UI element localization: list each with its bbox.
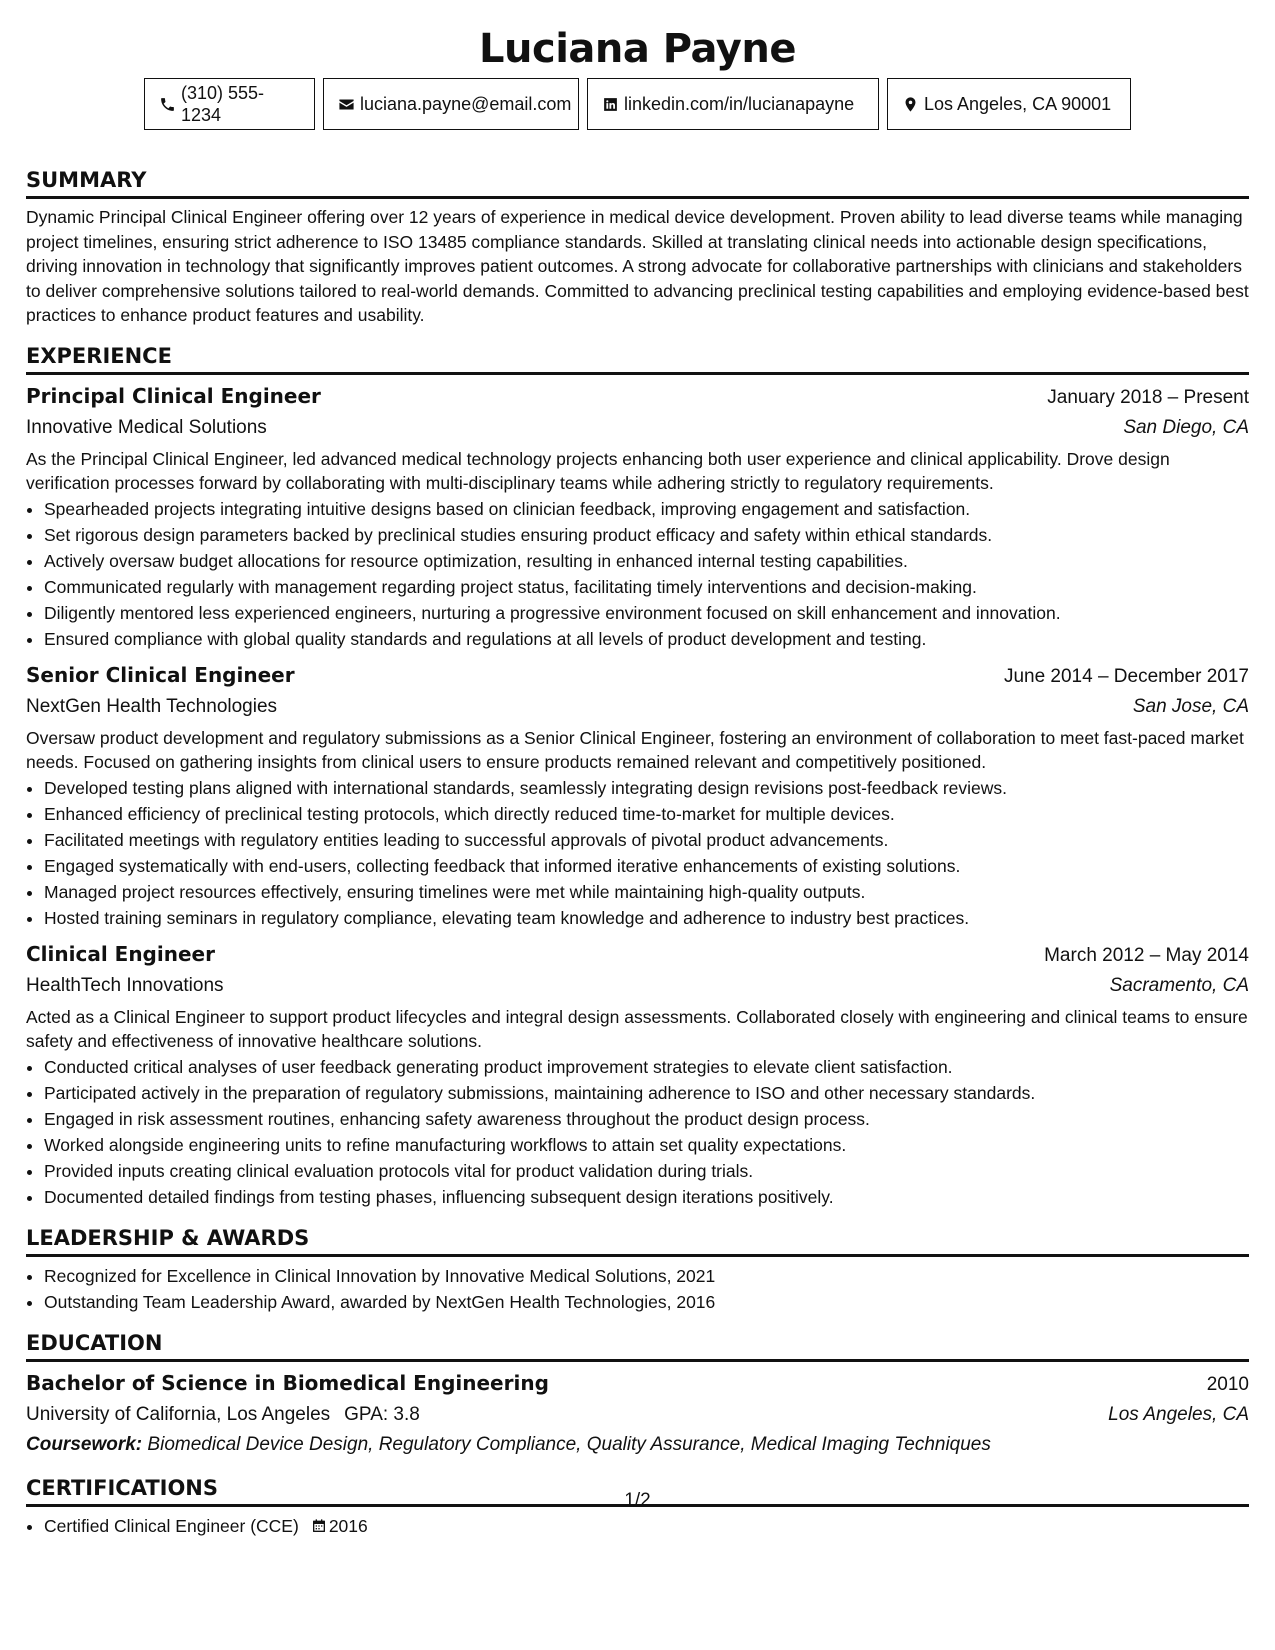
calendar-icon	[311, 1518, 327, 1534]
contact-phone-text: (310) 555-1234	[181, 83, 265, 125]
section-divider	[26, 1254, 1249, 1257]
section-divider	[26, 1359, 1249, 1362]
contact-phone[interactable]	[144, 78, 315, 130]
job-bullets	[26, 775, 1249, 931]
job-location: San Jose, CA	[1132, 695, 1249, 717]
experience-section	[26, 342, 1249, 1210]
list-item: • Set rigorous design parameters backed by preclinical studies ensuring product efficacy and safety within ethical standards.	[44, 522, 1249, 548]
certification-year: 2016	[328, 1515, 368, 1536]
job-entry	[26, 660, 1249, 931]
list-item: • Outstanding Team Leadership Award, awarded by NextGen Health Technologies, 2016	[44, 1289, 1249, 1315]
degree-name: Bachelor of Science in Biomedical Engineering	[26, 1370, 549, 1395]
list-item: • Ensured compliance with global quality standards and regulations at all levels of product development and testing.	[44, 626, 1249, 652]
job-date: January 2018 – Present	[1047, 386, 1249, 408]
coursework	[26, 1430, 1249, 1460]
contact-email[interactable]	[323, 78, 579, 130]
awards-list	[26, 1263, 1249, 1315]
candidate-name: Luciana Payne	[479, 26, 796, 72]
job-entry	[26, 939, 1249, 1210]
job-description: Acted as a Clinical Engineer to support product lifecycles and integral design assessments. Collaborated closely with engineering and clinical teams to ensure safety and effectiveness of innovative healthcare solutions.	[26, 1006, 1248, 1051]
coursework-label: Coursework:	[26, 1433, 143, 1455]
list-item: • Managed project resources effectively, ensuring timelines were met while maintaining high-quality outputs.	[44, 879, 1249, 905]
list-item: • Enhanced efficiency of preclinical testing protocols, which directly reduced time-to-market for multiple devices.	[44, 801, 1249, 827]
school-location: Los Angeles, CA	[1108, 1403, 1249, 1425]
job-description: As the Principal Clinical Engineer, led advanced medical technology projects enhancing both user experience and clinical applicability. Drove design verification processes forward by collaborating with multi-disciplinary teams while adhering strictly to regulatory requirements.	[26, 448, 1170, 493]
certifications-list	[26, 1513, 1249, 1539]
list-item: • Provided inputs creating clinical evaluation protocols vital for product validation during trials.	[44, 1158, 1249, 1184]
job-title: Clinical Engineer	[26, 941, 215, 966]
list-item: • Worked alongside engineering units to refine manufacturing workflows to attain set quality expectations.	[44, 1132, 1249, 1158]
gpa: GPA: 3.8	[344, 1403, 420, 1425]
section-title: SUMMARY	[26, 168, 147, 192]
list-item: • Facilitated meetings with regulatory entities leading to successful approvals of pivotal product advancements.	[44, 827, 1249, 853]
contact-email-text: luciana.payne@email.com	[360, 94, 572, 114]
coursework-text: Biomedical Device Design, Regulatory Compliance, Quality Assurance, Medical Imaging Techniques	[147, 1433, 991, 1455]
list-item: • Actively oversaw budget allocations for resource optimization, resulting in enhanced internal testing capabilities.	[44, 548, 1249, 574]
job-description: Oversaw product development and regulatory submissions as a Senior Clinical Engineer, fostering an environment of collaboration to meet fast-paced market needs. Focused on gathering insights from clinical users to ensure products remained relevant and competitively positioned.	[26, 727, 1244, 772]
job-bullets	[26, 1054, 1249, 1210]
school-name: University of California, Los Angeles	[26, 1403, 331, 1425]
list-item: • Engaged in risk assessment routines, enhancing safety awareness throughout the product design process.	[44, 1106, 1249, 1132]
list-item: • Engaged systematically with end-users, collecting feedback that informed iterative enhancements of existing solutions.	[44, 853, 1249, 879]
map-pin-icon	[902, 96, 919, 113]
list-item: • Communicated regularly with management regarding project status, facilitating timely interventions and decision-making.	[44, 574, 1249, 600]
job-date: March 2012 – May 2014	[1044, 944, 1249, 966]
phone-icon	[159, 96, 176, 113]
contact-linkedin[interactable]	[587, 78, 879, 130]
list-item	[44, 1513, 1249, 1539]
summary-text: Dynamic Principal Clinical Engineer offering over 12 years of experience in medical device development. Proven ability to lead diverse teams while managing project timelines, ensuring strict adherence to ISO 13485 compliance standards. Skilled at translating clinical needs into actionable design specifications, driving innovation in technology that significantly improves patient outcomes. A strong advocate for collaborative partnerships with clinicians and stakeholders to deliver comprehensive solutions tailored to real-world demands. Committed to advancing preclinical testing capabilities and employing evidence-based best practices to enhance product features and usability.	[26, 207, 1249, 325]
list-item: • Hosted training seminars in regulatory compliance, elevating team knowledge and adherence to industry best practices.	[44, 905, 1249, 931]
job-bullets	[26, 496, 1249, 652]
job-location: Sacramento, CA	[1109, 974, 1249, 996]
job-entry	[26, 381, 1249, 652]
list-item: • Developed testing plans aligned with international standards, seamlessly integrating design revisions post-feedback reviews.	[44, 775, 1249, 801]
section-divider	[26, 372, 1249, 375]
education-section	[26, 1329, 1249, 1460]
job-location: San Diego, CA	[1123, 416, 1249, 438]
job-date: June 2014 – December 2017	[1003, 665, 1249, 687]
section-title: EDUCATION	[26, 1330, 163, 1355]
list-item: • Diligently mentored less experienced engineers, nurturing a progressive environment focused on skill enhancement and innovation.	[44, 600, 1249, 626]
contact-bar	[26, 78, 1249, 130]
envelope-icon	[338, 96, 355, 113]
list-item: • Recognized for Excellence in Clinical Innovation by Innovative Medical Solutions, 2021	[44, 1263, 1249, 1289]
summary-section	[26, 166, 1249, 328]
section-divider	[26, 196, 1249, 199]
list-item: • Documented detailed findings from testing phases, influencing subsequent design iterations positively.	[44, 1184, 1249, 1210]
section-title: LEADERSHIP & AWARDS	[26, 1225, 310, 1250]
job-title: Senior Clinical Engineer	[26, 662, 295, 687]
job-title: Principal Clinical Engineer	[26, 383, 321, 408]
contact-location	[887, 78, 1131, 130]
certification-name: Certified Clinical Engineer (CCE)	[44, 1515, 299, 1536]
list-item: • Participated actively in the preparation of regulatory submissions, maintaining adherence to ISO and other necessary standards.	[44, 1080, 1249, 1106]
graduation-year: 2010	[1206, 1373, 1249, 1395]
company-name: NextGen Health Technologies	[26, 695, 278, 717]
section-title: EXPERIENCE	[26, 343, 172, 368]
list-item: • Conducted critical analyses of user feedback generating product improvement strategies to elevate client satisfaction.	[44, 1054, 1249, 1080]
leadership-section	[26, 1224, 1249, 1315]
list-item: • Spearheaded projects integrating intuitive designs based on clinician feedback, improving engagement and satisfaction.	[44, 496, 1249, 522]
linkedin-icon	[602, 96, 619, 113]
section-title: CERTIFICATIONS	[26, 1475, 219, 1500]
contact-linkedin-text: linkedin.com/in/lucianapayne	[624, 94, 855, 114]
contact-location-text: Los Angeles, CA 90001	[924, 94, 1112, 114]
page-number: 1/2	[624, 1490, 651, 1511]
company-name: HealthTech Innovations	[26, 974, 224, 996]
company-name: Innovative Medical Solutions	[26, 416, 267, 438]
